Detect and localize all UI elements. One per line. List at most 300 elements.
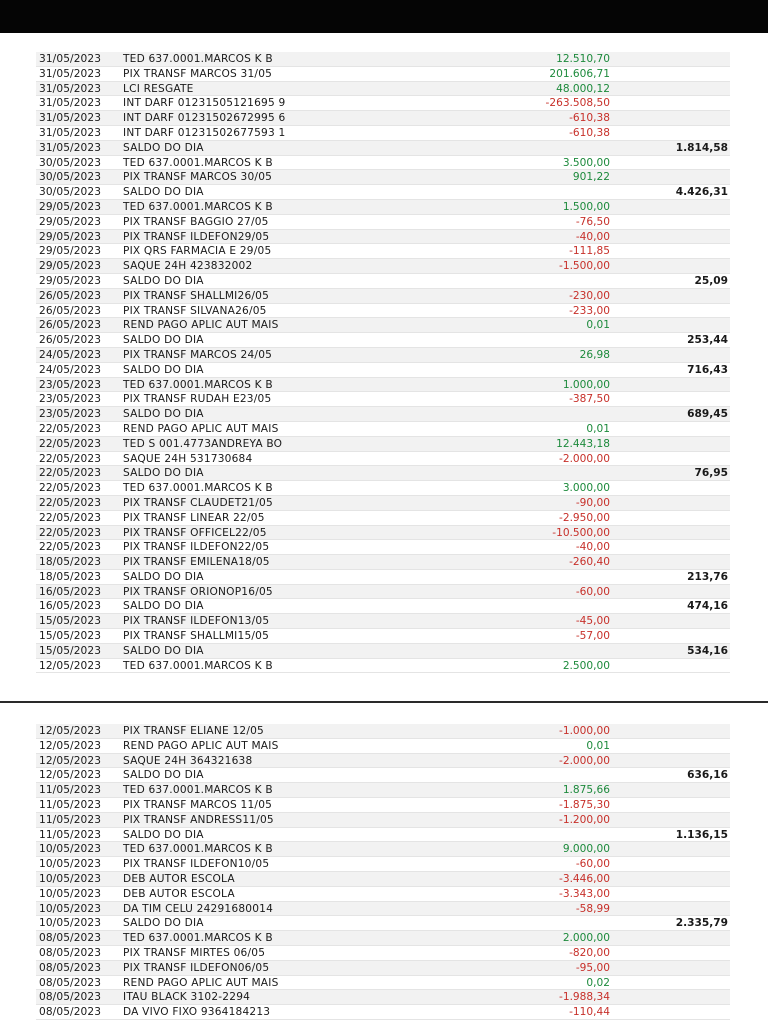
statement-row <box>0 215 768 230</box>
amount-cell: -820,00 <box>569 946 610 959</box>
amount-cell: -1.500,00 <box>559 260 610 273</box>
statement-row-cells <box>36 828 730 843</box>
statement-row <box>0 976 768 991</box>
description-cell: TED 637.0001.MARCOS K B <box>123 932 273 945</box>
date-cell: 08/05/2023 <box>39 932 102 945</box>
date-cell: 31/05/2023 <box>39 82 102 95</box>
amount-cell: 26,98 <box>579 348 610 361</box>
balance-cell: 716,43 <box>687 363 728 376</box>
statement-row <box>0 289 768 304</box>
description-cell: DA TIM CELU 24291680014 <box>123 902 274 915</box>
page-divider <box>0 701 768 703</box>
description-cell: PIX TRANSF ILDEFON10/05 <box>123 858 270 871</box>
date-cell: 12/05/2023 <box>39 725 102 737</box>
amount-cell: -610,38 <box>569 112 610 125</box>
amount-cell: 1.500,00 <box>562 200 610 213</box>
description-cell: PIX TRANSF SHALLMI15/05 <box>123 630 270 643</box>
statement-page-1 <box>0 52 768 673</box>
statement-row-cells <box>36 599 730 614</box>
amount-cell: 901,22 <box>572 171 610 184</box>
statement-row-cells <box>36 333 730 348</box>
statement-row-cells <box>36 585 730 600</box>
description-cell: DEB AUTOR ESCOLA <box>123 872 235 885</box>
balance-cell: 1.136,15 <box>675 828 728 841</box>
description-cell: TED 637.0001.MARCOS K B <box>123 843 273 856</box>
amount-cell: -111,85 <box>569 245 610 258</box>
statement-row <box>0 931 768 946</box>
statement-row-cells <box>36 452 730 467</box>
statement-row-cells <box>36 724 730 739</box>
date-cell: 10/05/2023 <box>39 872 102 885</box>
statement-row-cells <box>36 842 730 857</box>
date-cell: 15/05/2023 <box>39 615 102 628</box>
amount-cell: -1.875,30 <box>559 798 610 811</box>
statement-row-cells <box>36 215 730 230</box>
date-cell: 22/05/2023 <box>39 511 102 524</box>
description-cell: TED 637.0001.MARCOS K B <box>123 53 273 65</box>
statement-row-cells <box>36 783 730 798</box>
amount-cell: -3.446,00 <box>559 872 610 885</box>
statement-row <box>0 185 768 200</box>
statement-row <box>0 768 768 783</box>
statement-row-cells <box>36 916 730 931</box>
amount-cell: -95,00 <box>575 961 610 974</box>
description-cell: SAQUE 24H 531730684 <box>123 452 253 465</box>
description-cell: INT DARF 01231505121695 9 <box>123 97 286 110</box>
statement-row-cells <box>36 813 730 828</box>
description-cell: ITAU BLACK 3102-2294 <box>123 991 251 1004</box>
amount-cell: -3.343,00 <box>559 887 610 900</box>
balance-cell: 4.426,31 <box>675 186 728 199</box>
date-cell: 11/05/2023 <box>39 798 102 811</box>
date-cell: 30/05/2023 <box>39 186 102 199</box>
balance-cell: 636,16 <box>687 769 728 782</box>
statement-row-cells <box>36 857 730 872</box>
amount-cell: -1.200,00 <box>559 813 610 826</box>
statement-row-cells <box>36 378 730 393</box>
statement-row <box>0 230 768 245</box>
description-cell: PIX QRS FARMACIA E 29/05 <box>123 245 272 258</box>
description-cell: LCI RESGATE <box>123 82 194 95</box>
statement-row-cells <box>36 976 730 991</box>
amount-cell: 12.443,18 <box>556 437 610 450</box>
description-cell: PIX TRANSF MARCOS 31/05 <box>123 67 273 80</box>
balance-cell: 25,09 <box>694 274 728 287</box>
description-cell: REND PAGO APLIC AUT MAIS <box>123 976 279 989</box>
statement-row <box>0 259 768 274</box>
balance-cell: 1.814,58 <box>675 141 728 154</box>
date-cell: 15/05/2023 <box>39 644 102 657</box>
statement-row-cells <box>36 392 730 407</box>
amount-cell: 12.510,70 <box>556 53 610 65</box>
statement-row <box>0 916 768 931</box>
description-cell: SALDO DO DIA <box>123 769 204 782</box>
date-cell: 08/05/2023 <box>39 991 102 1004</box>
description-cell: PIX TRANSF MARCOS 30/05 <box>123 171 273 184</box>
description-cell: PIX TRANSF ANDRESS11/05 <box>123 813 274 826</box>
date-cell: 24/05/2023 <box>39 363 102 376</box>
description-cell: PIX TRANSF OFFICEL22/05 <box>123 526 267 539</box>
date-cell: 23/05/2023 <box>39 378 102 391</box>
date-cell: 22/05/2023 <box>39 437 102 450</box>
amount-cell: -387,50 <box>569 393 610 406</box>
date-cell: 29/05/2023 <box>39 260 102 273</box>
statement-row <box>0 392 768 407</box>
date-cell: 22/05/2023 <box>39 541 102 554</box>
statement-row-cells <box>36 555 730 570</box>
statement-row-cells <box>36 230 730 245</box>
description-cell: PIX TRANSF SHALLMI26/05 <box>123 289 270 302</box>
date-cell: 23/05/2023 <box>39 393 102 406</box>
statement-row-cells <box>36 363 730 378</box>
amount-cell: -230,00 <box>569 289 610 302</box>
date-cell: 31/05/2023 <box>39 67 102 80</box>
statement-row-cells <box>36 902 730 917</box>
date-cell: 16/05/2023 <box>39 600 102 613</box>
date-cell: 10/05/2023 <box>39 902 102 915</box>
date-cell: 26/05/2023 <box>39 289 102 302</box>
statement-row-cells <box>36 754 730 769</box>
date-cell: 31/05/2023 <box>39 53 102 65</box>
statement-row <box>0 614 768 629</box>
description-cell: INT DARF 01231502677593 1 <box>123 126 286 139</box>
statement-row-cells <box>36 931 730 946</box>
date-cell: 22/05/2023 <box>39 526 102 539</box>
description-cell: PIX TRANSF LINEAR 22/05 <box>123 511 265 524</box>
amount-cell: -233,00 <box>569 304 610 317</box>
description-cell: PIX TRANSF EMILENA18/05 <box>123 556 270 569</box>
date-cell: 30/05/2023 <box>39 156 102 169</box>
amount-cell: -2.950,00 <box>559 511 610 524</box>
statement-row <box>0 599 768 614</box>
statement-row <box>0 659 768 674</box>
description-cell: TED 637.0001.MARCOS K B <box>123 784 273 797</box>
statement-row <box>0 1005 768 1020</box>
date-cell: 24/05/2023 <box>39 348 102 361</box>
date-cell: 31/05/2023 <box>39 112 102 125</box>
statement-row-cells <box>36 798 730 813</box>
statement-row-cells <box>36 304 730 319</box>
description-cell: INT DARF 01231502672995 6 <box>123 112 286 125</box>
date-cell: 29/05/2023 <box>39 245 102 258</box>
date-cell: 29/05/2023 <box>39 200 102 213</box>
amount-cell: 3.000,00 <box>562 482 610 495</box>
statement-row <box>0 511 768 526</box>
amount-cell: 2.500,00 <box>562 659 610 672</box>
statement-row <box>0 304 768 319</box>
amount-cell: -76,50 <box>575 215 610 228</box>
statement-row-cells <box>36 170 730 185</box>
date-cell: 31/05/2023 <box>39 141 102 154</box>
description-cell: SALDO DO DIA <box>123 274 204 287</box>
amount-cell: 0,01 <box>586 319 610 332</box>
statement-row <box>0 724 768 739</box>
statement-row <box>0 644 768 659</box>
statement-row <box>0 555 768 570</box>
date-cell: 31/05/2023 <box>39 126 102 139</box>
statement-row <box>0 111 768 126</box>
statement-row-cells <box>36 961 730 976</box>
description-cell: SALDO DO DIA <box>123 334 204 347</box>
statement-row <box>0 170 768 185</box>
statement-row-cells <box>36 156 730 171</box>
statement-row <box>0 887 768 902</box>
statement-row <box>0 798 768 813</box>
statement-row <box>0 407 768 422</box>
description-cell: DA VIVO FIXO 9364184213 <box>123 1006 271 1019</box>
statement-row-cells <box>36 141 730 156</box>
statement-row <box>0 961 768 976</box>
amount-cell: 0,01 <box>586 739 610 752</box>
amount-cell: -40,00 <box>575 541 610 554</box>
statement-row-cells <box>36 466 730 481</box>
date-cell: 12/05/2023 <box>39 739 102 752</box>
description-cell: PIX TRANSF ILDEFON22/05 <box>123 541 270 554</box>
statement-row <box>0 585 768 600</box>
statement-row-cells <box>36 739 730 754</box>
date-cell: 08/05/2023 <box>39 976 102 989</box>
amount-cell: -263.508,50 <box>545 97 610 110</box>
statement-row-cells <box>36 185 730 200</box>
description-cell: SALDO DO DIA <box>123 186 204 199</box>
date-cell: 12/05/2023 <box>39 769 102 782</box>
top-black-bar <box>0 0 768 33</box>
description-cell: SALDO DO DIA <box>123 570 204 583</box>
amount-cell: -58,99 <box>575 902 610 915</box>
description-cell: PIX TRANSF ILDEFON13/05 <box>123 615 270 628</box>
description-cell: SALDO DO DIA <box>123 600 204 613</box>
date-cell: 16/05/2023 <box>39 585 102 598</box>
statement-row-cells <box>36 82 730 97</box>
amount-cell: 3.500,00 <box>562 156 610 169</box>
statement-row <box>0 274 768 289</box>
amount-cell: -40,00 <box>575 230 610 243</box>
amount-cell: -57,00 <box>575 630 610 643</box>
date-cell: 12/05/2023 <box>39 659 102 672</box>
date-cell: 22/05/2023 <box>39 496 102 509</box>
statement-row <box>0 813 768 828</box>
statement-row <box>0 378 768 393</box>
statement-row-cells <box>36 990 730 1005</box>
statement-row <box>0 244 768 259</box>
date-cell: 08/05/2023 <box>39 961 102 974</box>
date-cell: 29/05/2023 <box>39 274 102 287</box>
statement-row <box>0 481 768 496</box>
statement-row-cells <box>36 481 730 496</box>
statement-row <box>0 783 768 798</box>
statement-row <box>0 526 768 541</box>
statement-row-cells <box>36 540 730 555</box>
description-cell: PIX TRANSF ILDEFON29/05 <box>123 230 270 243</box>
statement-row-cells <box>36 274 730 289</box>
statement-row-cells <box>36 200 730 215</box>
statement-row <box>0 828 768 843</box>
description-cell: PIX TRANSF BAGGIO 27/05 <box>123 215 269 228</box>
statement-row-cells <box>36 887 730 902</box>
date-cell: 15/05/2023 <box>39 630 102 643</box>
statement-row <box>0 82 768 97</box>
amount-cell: -90,00 <box>575 496 610 509</box>
amount-cell: -110,44 <box>569 1006 610 1019</box>
description-cell: REND PAGO APLIC AUT MAIS <box>123 739 279 752</box>
statement-row-cells <box>36 768 730 783</box>
statement-row-cells <box>36 126 730 141</box>
balance-cell: 213,76 <box>687 570 728 583</box>
amount-cell: -45,00 <box>575 615 610 628</box>
statement-row-cells <box>36 111 730 126</box>
amount-cell: 0,02 <box>586 976 610 989</box>
statement-row <box>0 67 768 82</box>
date-cell: 29/05/2023 <box>39 230 102 243</box>
statement-row <box>0 318 768 333</box>
date-cell: 22/05/2023 <box>39 452 102 465</box>
balance-cell: 474,16 <box>687 600 728 613</box>
statement-row-cells <box>36 644 730 659</box>
statement-row <box>0 466 768 481</box>
amount-cell: -1.000,00 <box>559 725 610 737</box>
date-cell: 30/05/2023 <box>39 171 102 184</box>
statement-row <box>0 437 768 452</box>
balance-cell: 253,44 <box>687 334 728 347</box>
statement-row-cells <box>36 496 730 511</box>
statement-row-cells <box>36 511 730 526</box>
amount-cell: -610,38 <box>569 126 610 139</box>
date-cell: 11/05/2023 <box>39 813 102 826</box>
statement-row <box>0 348 768 363</box>
date-cell: 18/05/2023 <box>39 556 102 569</box>
description-cell: TED 637.0001.MARCOS K B <box>123 482 273 495</box>
amount-cell: 1.875,66 <box>562 784 610 797</box>
description-cell: PIX TRANSF ILDEFON06/05 <box>123 961 270 974</box>
statement-row <box>0 126 768 141</box>
description-cell: SALDO DO DIA <box>123 363 204 376</box>
statement-row <box>0 333 768 348</box>
statement-row <box>0 540 768 555</box>
balance-cell: 2.335,79 <box>675 917 728 930</box>
description-cell: TED 637.0001.MARCOS K B <box>123 200 273 213</box>
date-cell: 18/05/2023 <box>39 570 102 583</box>
description-cell: TED 637.0001.MARCOS K B <box>123 378 273 391</box>
date-cell: 23/05/2023 <box>39 408 102 421</box>
statement-row <box>0 363 768 378</box>
description-cell: PIX TRANSF ELIANE 12/05 <box>123 725 264 737</box>
date-cell: 10/05/2023 <box>39 858 102 871</box>
date-cell: 12/05/2023 <box>39 754 102 767</box>
statement-row-cells <box>36 67 730 82</box>
statement-row-cells <box>36 407 730 422</box>
amount-cell: -260,40 <box>569 556 610 569</box>
statement-row-cells <box>36 659 730 674</box>
date-cell: 08/05/2023 <box>39 1006 102 1019</box>
description-cell: SAQUE 24H 364321638 <box>123 754 253 767</box>
date-cell: 31/05/2023 <box>39 97 102 110</box>
description-cell: DEB AUTOR ESCOLA <box>123 887 235 900</box>
statement-row-cells <box>36 52 730 67</box>
statement-row <box>0 990 768 1005</box>
description-cell: SAQUE 24H 423832002 <box>123 260 253 273</box>
statement-row-cells <box>36 259 730 274</box>
statement-row-cells <box>36 872 730 887</box>
amount-cell: -2.000,00 <box>559 452 610 465</box>
statement-row-cells <box>36 437 730 452</box>
description-cell: PIX TRANSF MARCOS 24/05 <box>123 348 273 361</box>
statement-row <box>0 872 768 887</box>
description-cell: SALDO DO DIA <box>123 828 204 841</box>
description-cell: PIX TRANSF RUDAH E23/05 <box>123 393 272 406</box>
balance-cell: 534,16 <box>687 644 728 657</box>
statement-row <box>0 842 768 857</box>
statement-row-cells <box>36 244 730 259</box>
date-cell: 26/05/2023 <box>39 319 102 332</box>
description-cell: REND PAGO APLIC AUT MAIS <box>123 422 279 435</box>
date-cell: 08/05/2023 <box>39 946 102 959</box>
date-cell: 10/05/2023 <box>39 917 102 930</box>
statement-row-cells <box>36 289 730 304</box>
date-cell: 11/05/2023 <box>39 784 102 797</box>
statement-row <box>0 200 768 215</box>
statement-row <box>0 629 768 644</box>
amount-cell: 201.606,71 <box>549 67 610 80</box>
date-cell: 22/05/2023 <box>39 482 102 495</box>
description-cell: REND PAGO APLIC AUT MAIS <box>123 319 279 332</box>
amount-cell: -1.988,34 <box>559 991 610 1004</box>
amount-cell: 48.000,12 <box>556 82 610 95</box>
statement-row-cells <box>36 614 730 629</box>
amount-cell: 1.000,00 <box>562 378 610 391</box>
statement-row <box>0 902 768 917</box>
description-cell: SALDO DO DIA <box>123 917 204 930</box>
statement-row <box>0 452 768 467</box>
balance-cell: 76,95 <box>694 467 728 480</box>
date-cell: 26/05/2023 <box>39 334 102 347</box>
statement-row-cells <box>36 946 730 961</box>
statement-row-cells <box>36 1005 730 1020</box>
amount-cell: -60,00 <box>575 585 610 598</box>
date-cell: 26/05/2023 <box>39 304 102 317</box>
statement-row-cells <box>36 422 730 437</box>
amount-cell: 2.000,00 <box>562 932 610 945</box>
date-cell: 11/05/2023 <box>39 828 102 841</box>
description-cell: SALDO DO DIA <box>123 408 204 421</box>
description-cell: SALDO DO DIA <box>123 141 204 154</box>
date-cell: 10/05/2023 <box>39 887 102 900</box>
statement-row-cells <box>36 629 730 644</box>
date-cell: 22/05/2023 <box>39 422 102 435</box>
statement-row <box>0 96 768 111</box>
date-cell: 22/05/2023 <box>39 467 102 480</box>
statement-row-cells <box>36 348 730 363</box>
description-cell: TED 637.0001.MARCOS K B <box>123 659 273 672</box>
statement-row-cells <box>36 526 730 541</box>
statement-page-2 <box>0 724 768 1020</box>
amount-cell: -10.500,00 <box>552 526 610 539</box>
statement-row <box>0 422 768 437</box>
statement-row <box>0 754 768 769</box>
amount-cell: -60,00 <box>575 858 610 871</box>
amount-cell: 9.000,00 <box>562 843 610 856</box>
statement-row-cells <box>36 570 730 585</box>
description-cell: PIX TRANSF SILVANA26/05 <box>123 304 267 317</box>
statement-row <box>0 141 768 156</box>
description-cell: PIX TRANSF MIRTES 06/05 <box>123 946 266 959</box>
statement-row <box>0 52 768 67</box>
statement-row <box>0 739 768 754</box>
description-cell: SALDO DO DIA <box>123 467 204 480</box>
amount-cell: -2.000,00 <box>559 754 610 767</box>
statement-row <box>0 857 768 872</box>
description-cell: SALDO DO DIA <box>123 644 204 657</box>
date-cell: 10/05/2023 <box>39 843 102 856</box>
